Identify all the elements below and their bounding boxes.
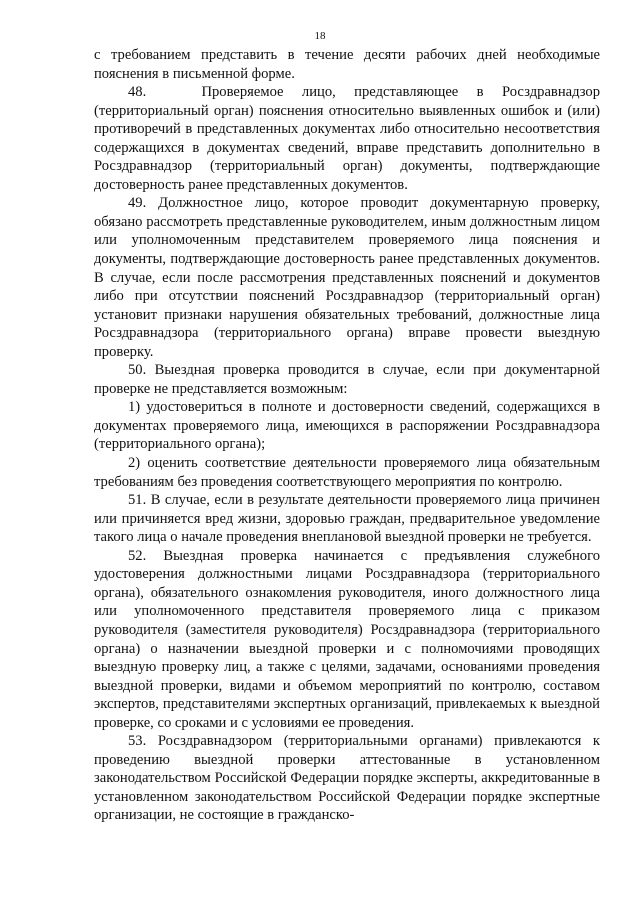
paragraph-52: 52. Выездная проверка начинается с предъявления служебного удостоверения должностными лицами Росздравнадзора (территориального органа), обязательного ознакомления руководителя, иного должностного лица или уполномоченного представителя проверяемого лица с приказом руководителя (заместителя руководителя) Росздравнадзора (территориального органа) о назначении выездной проверки и с полномочиями проводящих выездную проверку лиц, а также с целями, задачами, основаниями проведения выездной проверки, видами и объемом мероприятий по контролю, составом экспертов, представителями экспертных организаций, привлекаемых к выездной проверке, со сроками и с условиями ее проведения. [94,547,600,731]
paragraph-49: 49. Должностное лицо, которое проводит документарную проверку, обязано рассмотреть представленные руководителем, иным должностным лицом или уполномоченным представителем проверяемого лица пояснения и документы, подтверждающие достоверность ранее представленных документов. В случае, если после рассмотрения представленных пояснений и документов либо при отсутствии пояснений Росздравнадзор (территориальный орган) установит признаки нарушения обязательных требований, должностные лица Росздравнадзора (территориального органа) вправе провести выездную проверку. [94,195,600,360]
paragraph-48: 48. Проверяемое лицо, представляющее в Росздравнадзор (территориальный орган) пояснения относительно выявленных ошибок и (или) противоречий в представленных документах либо относительно несоответствия содержащихся в документах сведений, вправе представить дополнительно в Росздравнадзор (территориальный орган) документы, подтверждающие достоверность ранее представленных документов. [94,84,600,193]
paragraph-50: 50. Выездная проверка проводится в случае, если при документарной проверке не представляется возможным: [94,362,600,397]
paragraph-51: 51. В случае, если в результате деятельности проверяемого лица причинен или причиняется вред жизни, здоровью граждан, предварительное уведомление такого лица о начале проведения внеплановой выездной проверки не требуется. [94,492,600,546]
paragraph-50-item-1: 1) удостовериться в полноте и достоверности сведений, содержащихся в документах проверяемого лица, имеющихся в распоряжении Росздравнадзора (территориального органа); [94,399,600,453]
paragraph-continuation: с требованием представить в течение десяти рабочих дней необходимые пояснения в письменной форме. [94,47,600,82]
document-body [94,46,600,825]
paragraph-53: 53. Росздравнадзором (территориальными органами) привлекаются к проведению выездной проверки аттестованные в установленном законодательством Российской Федерации порядке эксперты, аккредитованные в установленном законодательством Российской Федерации порядке экспертные организации, не состоящие в гражданско- [94,733,600,824]
paragraph-50-item-2: 2) оценить соответствие деятельности проверяемого лица обязательным требованиям без проведения соответствующего мероприятия по контролю. [94,455,600,490]
page-number: 18 [314,30,326,42]
